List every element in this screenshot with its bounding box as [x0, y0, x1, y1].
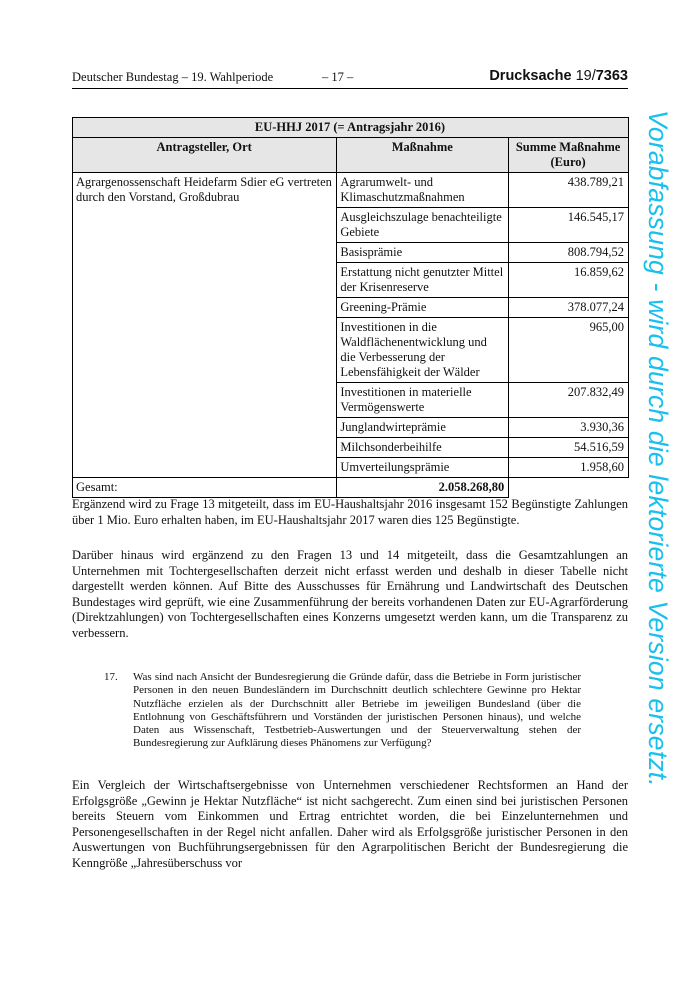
amount-cell: 146.545,17	[509, 208, 629, 243]
amount-cell: 54.516,59	[509, 438, 629, 458]
question-number: 17.	[104, 671, 118, 683]
measure-cell: Basisprämie	[337, 243, 509, 263]
col-header-amount: Summe Maßnahme (Euro)	[509, 138, 629, 173]
header-parliament: Deutscher Bundestag – 19. Wahlperiode	[72, 70, 274, 84]
amount-cell: 378.077,24	[509, 298, 629, 318]
header-rule	[72, 88, 628, 89]
payments-table	[72, 117, 629, 498]
amount-cell: 16.859,62	[509, 263, 629, 298]
page-header	[72, 68, 628, 86]
measure-cell: Milchsonderbeihilfe	[337, 438, 509, 458]
amount-cell: 3.930,36	[509, 418, 629, 438]
paragraph-beneficiaries: Ergänzend wird zu Frage 13 mitgeteilt, dass im EU-Haushaltsjahr 2016 insgesamt 152 Begünstigte Zahlungen über 1 Mio. Euro erhalten haben, im EU-Haushaltsjahr 2017 waren dies 125 Begünstigte.	[72, 497, 628, 527]
paragraph-subsidiaries: Darüber hinaus wird ergänzend zu den Fragen 13 und 14 mitgeteilt, dass die Gesamtzahlungen an Unternehmen mit Tochtergesellschaften derzeit nicht erfasst werden und deshalb in dieser Tabelle nicht dargestellt werden können. Auf Bitte des Ausschusses für Ernährung und Landwirtschaft des Deutschen Bundestages wird geprüft, wie eine Zusammenführung der bereits vorhandenen Daten zur EU-Agrarförderung (Direktzahlungen) von Tochtergesellschaften eines Konzerns umgesetzt werden kann, um die Transparenz zu verbessern.	[72, 548, 628, 640]
measure-cell: Ausgleichszulage benachteiligte Gebiete	[337, 208, 509, 243]
question-text: Was sind nach Ansicht der Bundesregierung die Gründe dafür, dass die Betriebe in Form juristischer Personen in den neuen Bundesländern im Durchschnitt deutlich schlechtere Gewinne pro Hektar Nutzfläche erzielen als der Durchschnitt aller Betriebe im jeweiligen Bundesland (über die Entlohnung von Geschäftsführern und Vorständen der juristischen Personen hinaus), und welche Daten aus Wissenschaft, Testbetrieb-Auswertungen und der Steuerverwaltung stehen der Bundesregierung zur Aufklärung dieses Phänomens zur Verfügung?	[133, 671, 581, 750]
amount-cell: 438.789,21	[509, 173, 629, 208]
table-title: EU-HHJ 2017 (= Antragsjahr 2016)	[73, 118, 629, 138]
total-row	[73, 478, 629, 498]
draft-watermark: Vorabfassung - wird durch die lektorierte Version ersetzt.	[643, 110, 673, 787]
measure-cell: Investitionen in die Waldflächenentwicklung und die Verbesserung der Lebensfähigkeit der Wälder	[337, 318, 509, 383]
measure-cell: Umverteilungsprämie	[337, 458, 509, 478]
total-label: Gesamt:	[73, 478, 337, 498]
amount-cell: 207.832,49	[509, 383, 629, 418]
amount-cell: 808.794,52	[509, 243, 629, 263]
drucksache-number: 7363	[595, 68, 628, 84]
total-amount: 2.058.268,80	[337, 478, 509, 498]
col-header-applicant: Antragsteller, Ort	[73, 138, 337, 173]
paragraph-answer: Ein Vergleich der Wirtschaftsergebnisse von Unternehmen verschiedener Rechtsformen an Hand der Erfolgsgröße „Gewinn je Hektar Nutzfläche“ ist nicht sachgerecht. Zum einen sind bei juristischen Personen bereits Steuern vom Einkommen und Ertrag entrichtet worden, die bei Einzelunternehmen und Personengesellschaften in der Regel nicht anfallen. Daher wird als Erfolgsgröße juristischer Personen in den Auswertungen von Buchführungsergebnissen für den Agrarpolitischen Bericht der Bundesregierung die Kenngröße „Jahresüberschuss vor	[72, 778, 628, 870]
document-number	[489, 68, 628, 84]
drucksache-period: 19/	[571, 68, 596, 84]
drucksache-label: Drucksache	[489, 68, 572, 84]
page-number: – 17 –	[322, 70, 354, 84]
col-header-measure: Maßnahme	[337, 138, 509, 173]
table-body	[73, 173, 629, 498]
table-row	[73, 173, 629, 208]
applicant-cell: Agrargenossenschaft Heidefarm Sdier eG vertreten durch den Vorstand, Großdubrau	[73, 173, 337, 478]
measure-cell: Junglandwirteprämie	[337, 418, 509, 438]
measure-cell: Agrarumwelt- und Klimaschutzmaßnahmen	[337, 173, 509, 208]
measure-cell: Investitionen in materielle Vermögenswerte	[337, 383, 509, 418]
measure-cell: Erstattung nicht genutzter Mittel der Krisenreserve	[337, 263, 509, 298]
amount-cell: 965,00	[509, 318, 629, 383]
amount-cell: 1.958,60	[509, 458, 629, 478]
measure-cell: Greening-Prämie	[337, 298, 509, 318]
